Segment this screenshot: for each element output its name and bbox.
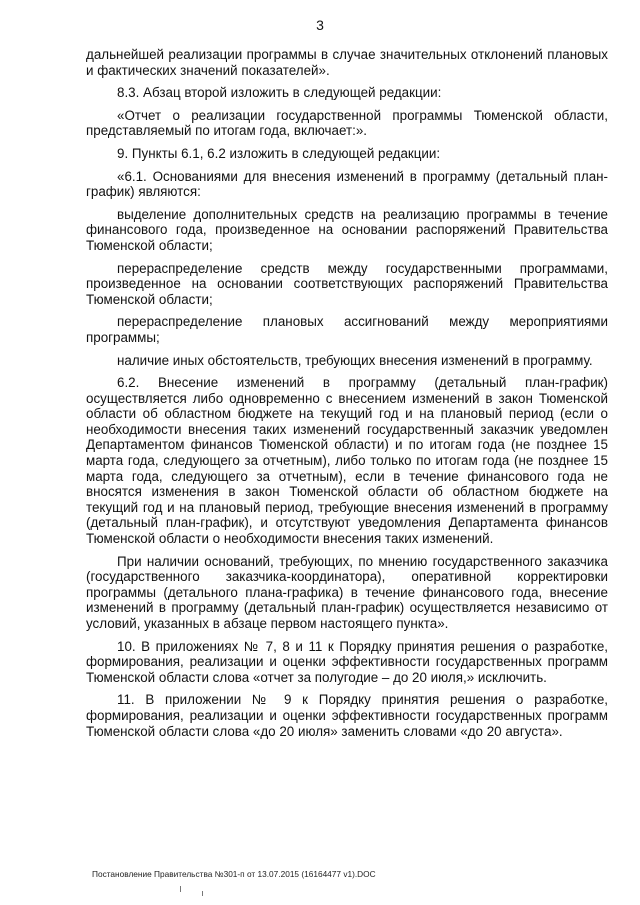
paragraph-6-1-item-1: выделение дополнительных средств на реализацию программы в течение финансового года, произведенное на основании распоряжений Правительства Тюменской области; — [86, 206, 608, 253]
paragraph-6-1-item-2: перераспределение средств между государственными программами, произведенное на основании соответствующих распоряжений Правительства Тюменской области; — [86, 260, 608, 307]
paragraph-6-2-second: При наличии оснований, требующих, по мнению государственного заказчика (государственного заказчика-координатора), оперативной корректировки программы (детального плана-графика) в течение финансового года, внесение изменений в программу (детальный план-график) осуществляется независимо от условий, указанных в абзаце первом настоящего пункта». — [86, 553, 608, 631]
scan-speck — [180, 886, 181, 892]
paragraph-continuation: дальнейшей реализации программы в случае значительных отклонений плановых и фактических значений показателей». — [86, 47, 608, 78]
paragraph-6-1: «6.1. Основаниями для внесения изменений в программу (детальный план-график) являются: — [86, 168, 608, 200]
paragraph-10: 10. В приложениях № 7, 8 и 11 к Порядку принятия решения о разработке, формирования, реализации и оценки эффективности государственных программ Тюменской области слова «отчет за полугодие – до 20 июля,» исключить. — [86, 638, 608, 685]
paragraph-6-1-item-4: наличие иных обстоятельств, требующих внесения изменений в программу. — [117, 352, 593, 368]
paragraph-6-1-item-3: перераспределение плановых ассигнований между мероприятиями программы; — [86, 314, 608, 345]
page-number: 3 — [316, 17, 324, 33]
document-footer: Постановление Правительства №301-п от 13.07.2015 (16164477 v1).DOC — [92, 869, 376, 879]
paragraph-11: 11. В приложении № 9 к Порядку принятия решения о разработке, формирования, реализации и оценки эффективности государственных программ Тюменской области слова «до 20 июля» заменить словами «до 20 августа». — [86, 692, 608, 739]
scan-speck — [202, 891, 203, 896]
paragraph-6-2: 6.2. Внесение изменений в программу (детальный план-график) осуществляется либо одновременно с внесением изменений в закон Тюменской области об областном бюджете на текущий год и на плановый период (если о необходимости внесения таких изменений государственный заказчик уведомлен Департаментом финансов Тюменской области) и по итогам года (не позднее 15 марта года, следующего за отчетным), либо только по итогам года (не позднее 15 марта года, следующего за отчетным), если в течение финансового года не вносятся изменения в закон Тюменской области об областном бюджете на текущий год и на плановый период, требующие внесения изменений в программу (детальный план-график), и отсутствуют уведомления Департамента финансов Тюменской области о необходимости внесения таких изменений. — [86, 375, 608, 547]
paragraph-report-quote: «Отчет о реализации государственной программы Тюменской области, представляемый по итогам года, включает:». — [86, 107, 608, 139]
paragraph-9: 9. Пункты 6.1, 6.2 изложить в следующей редакции: — [117, 145, 441, 161]
document-body — [86, 47, 608, 746]
paragraph-8-3: 8.3. Абзац второй изложить в следующей редакции: — [117, 85, 442, 101]
